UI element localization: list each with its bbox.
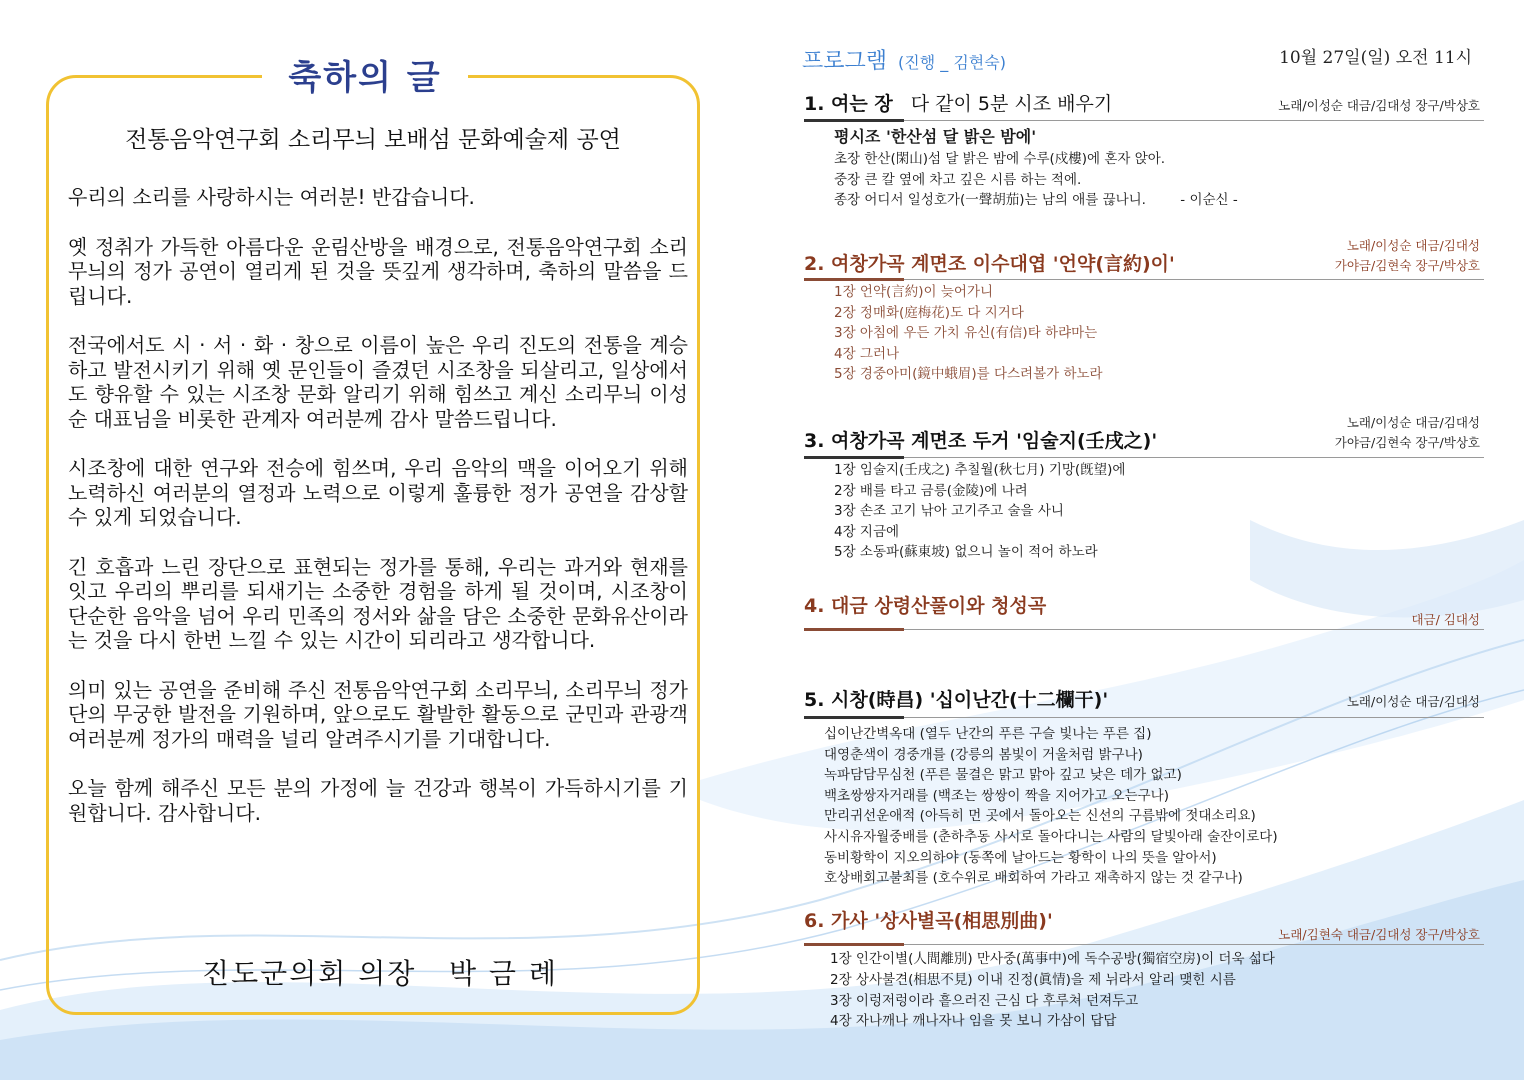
section-credit: 노래/이성순 대금/김대성 장구/박상호	[1278, 98, 1480, 113]
letter-subtitle: 전통음악연구회 소리무늬 보배섬 문화예술제 공연	[125, 127, 621, 153]
section-body	[830, 949, 1275, 1032]
lyric-line: 4장 그러나	[834, 345, 900, 362]
lyric-line: 종장 어디서 일성호가(一聲胡茄)는 남의 애를 끊나니. - 이순신 -	[834, 192, 1238, 208]
lyric-line: 십이난간벽옥대 (열두 난간의 푸른 구슬 빛나는 푸른 집)	[824, 726, 1152, 742]
section-divider	[804, 629, 1484, 630]
section-divider	[804, 944, 1484, 945]
lyric-line: 호상배회고불최를 (호수위로 배회하여 가라고 재촉하지 않는 것 같구나)	[824, 870, 1243, 887]
lyric-line: 2장 배를 타고 금릉(金陵)에 나려	[834, 482, 1028, 499]
section-divider-accent	[804, 278, 904, 281]
letter-paragraph: 긴 호흡과 느린 장단으로 표현되는 정가를 통해, 우리는 과거와 현재를 잇고 우리의 뿌리를 되새기는 소중한 경험을 하게 될 것이며, 시조창이 단순한 음악을 넘어 우리 민족의 정서와 삶을 담은 소중한 문화유산이라는 것을 다시 한번 느낄 수 있는 시간이 되리라고 생각합니다.	[68, 554, 688, 652]
section-credit-line: 가야금/김현숙 장구/박상호	[1334, 258, 1480, 273]
section-credit	[1335, 413, 1480, 453]
lyric-line: 사시유자월중배를 (춘하추동 사시로 돌아다니는 사람의 달빛아래 술잔이로다)	[824, 828, 1278, 845]
lyric-line: 만리귀선운애적 (아득히 먼 곳에서 돌아오는 신선의 구름밖에 젓대소리요)	[824, 808, 1256, 825]
section-title: 3. 여창가곡 계면조 두거 '임술지(壬戌之)'	[804, 430, 1158, 452]
section-body	[834, 460, 1125, 563]
section-divider-accent	[804, 456, 904, 459]
letter-paragraph: 전국에서도 시 · 서 · 화 · 창으로 이름이 높은 우리 진도의 전통을 계승하고 발전시키기 위해 옛 문인들이 즐겼던 시조창을 되살리고, 일상에서도 향유할 수 있는 시조창 문화 알리기 위해 힘쓰고 계신 소리무늬 이성순 대표님을 비롯한 관계자 여러분께 감사 말씀드립니다.	[68, 333, 688, 431]
letter-paragraph: 의미 있는 공연을 준비해 주신 전통음악연구회 소리무늬, 소리무늬 정가단의 무궁한 발전을 기원하며, 앞으로도 활발한 활동으로 군민과 관광객 여러분께 정가의 매력을 널리 알려주시기를 기대합니다.	[68, 677, 688, 751]
lyric-line: 2장 정매화(庭梅花)도 다 지거다	[834, 304, 1024, 321]
section-title: 6. 가사 '상사별곡(相思別曲)'	[804, 910, 1053, 932]
lyric-line: 4장 지금에	[834, 523, 900, 540]
section-divider-accent	[804, 628, 904, 631]
letter-paragraph: 우리의 소리를 사랑하시는 여러분! 반갑습니다.	[68, 185, 475, 209]
poem-title: 평시조 '한산섬 달 밝은 밤에'	[834, 127, 1037, 146]
letter-paragraph: 옛 정취가 가득한 아름다운 운림산방을 배경으로, 전통음악연구회 소리무늬의 정가 공연이 열리게 된 것을 뜻깊게 생각하며, 축하의 말씀을 드립니다.	[68, 234, 688, 308]
lyric-line: 3장 손조 고기 낚아 고기주고 술을 사니	[834, 503, 1064, 519]
section-divider-accent	[804, 119, 904, 122]
lyric-line: 중장 큰 칼 옆에 차고 깊은 시름 하는 적에.	[834, 171, 1082, 188]
section-title	[804, 89, 1112, 116]
lyric-line: 5장 소동파(蘇東坡) 없으니 놀이 적어 하노라	[834, 544, 1098, 560]
letter-signature: 진도군의회 의장 박 금 례	[202, 957, 558, 990]
lyric-line: 4장 자나깨나 깨나자나 임을 못 보니 가삼이 답답	[830, 1013, 1117, 1030]
lyric-line: 동비황학이 지오의하야 (동쪽에 날아드는 황학이 나의 뜻을 알아서)	[824, 849, 1217, 866]
section-title-text: 1. 여는 장	[804, 93, 893, 115]
section-title: 2. 여창가곡 계면조 이수대엽 '언약(言約)이'	[804, 253, 1175, 275]
section-credit: 노래/김현숙 대금/김대성 장구/박상호	[1278, 927, 1480, 942]
section-title: 5. 시창(時昌) '십이난간(十二欄干)'	[804, 689, 1109, 711]
lyric-line: 초장 한산(閑山)섬 달 밝은 밤에 수루(戍樓)에 혼자 앉아.	[834, 151, 1166, 167]
section-credit: 대금/ 김대성	[1411, 612, 1480, 627]
program-heading	[802, 44, 1006, 75]
lyric-line: 2장 상사불견(相思不見) 이내 진정(眞情)을 제 뉘라서 알리 맺힌 시름	[830, 971, 1236, 988]
section-body	[834, 282, 1103, 385]
letter-body	[68, 185, 688, 850]
lyric-line: 녹파담담무심천 (푸른 물결은 맑고 맑아 깊고 낮은 데가 없고)	[824, 767, 1182, 784]
section-divider	[804, 717, 1484, 718]
lyric-line: 3장 이렁저렁이라 흩으러진 근심 다 후루쳐 던져두고	[830, 992, 1139, 1009]
letter-title: 축하의 글	[262, 52, 468, 104]
program-datetime: 10월 27일(일) 오전 11시	[1279, 48, 1472, 68]
lyric-line: 백초쌍쌍자거래를 (백조는 쌍쌍이 짝을 지어가고 오는구나)	[824, 787, 1169, 804]
section-credit: 노래/이성순 대금/김대성	[1346, 694, 1480, 709]
section-credit-line: 가야금/김현숙 장구/박상호	[1334, 435, 1480, 450]
program-section-5	[804, 684, 1484, 894]
program-host: (진행 _ 김현숙)	[898, 53, 1006, 72]
program-label: 프로그램	[802, 49, 888, 74]
lyric-line: 1장 인간이별(人間離別) 만사중(萬事中)에 독수공방(獨宿空房)이 더욱 섧다	[830, 951, 1275, 967]
section-credit-line: 노래/이성순 대금/김대성	[1346, 415, 1480, 430]
section-body	[824, 724, 1278, 889]
section-title: 4. 대금 상령산풀이와 청성곡	[804, 595, 1047, 617]
letter-paragraph: 오늘 함께 해주신 모든 분의 가정에 늘 건강과 행복이 가득하시기를 기원합니다. 감사합니다.	[68, 776, 688, 825]
program-section-4	[804, 590, 1484, 640]
section-divider	[804, 279, 1484, 280]
lyric-line: 1장 언약(言約)이 늦어가니	[834, 284, 994, 300]
program-section-2	[804, 238, 1484, 388]
letter-paragraph: 시조창에 대한 연구와 전승에 힘쓰며, 우리 음악의 맥을 이어오기 위해 노력하신 여러분의 열정과 노력으로 이렇게 훌륭한 정가 공연을 감상할 수 있게 되었습니다.	[68, 456, 688, 529]
section-body	[834, 125, 1238, 211]
program-section-6	[804, 905, 1484, 1035]
lyric-line: 1장 임술지(壬戌之) 추칠월(秋七月) 기망(旣望)에	[834, 462, 1126, 478]
section-divider	[804, 120, 1484, 121]
section-credit	[1335, 236, 1480, 276]
section-title-extra: 다 같이 5분 시조 배우기	[910, 93, 1113, 115]
lyric-line: 3장 아침에 우든 가치 유신(有信)타 하랴마는	[834, 325, 1098, 341]
lyric-line: 5장 경중아미(鏡中蛾眉)를 다스려볼가 하노라	[834, 366, 1103, 382]
program-section-1	[804, 88, 1484, 218]
section-divider-accent	[804, 943, 904, 946]
section-divider	[804, 457, 1484, 458]
program-section-3	[804, 415, 1484, 565]
section-divider-accent	[804, 716, 904, 719]
section-credit-line: 노래/이성순 대금/김대성	[1346, 238, 1480, 253]
lyric-line: 대영춘색이 경중개를 (강릉의 봄빛이 거울처럼 밝구나)	[824, 746, 1143, 763]
